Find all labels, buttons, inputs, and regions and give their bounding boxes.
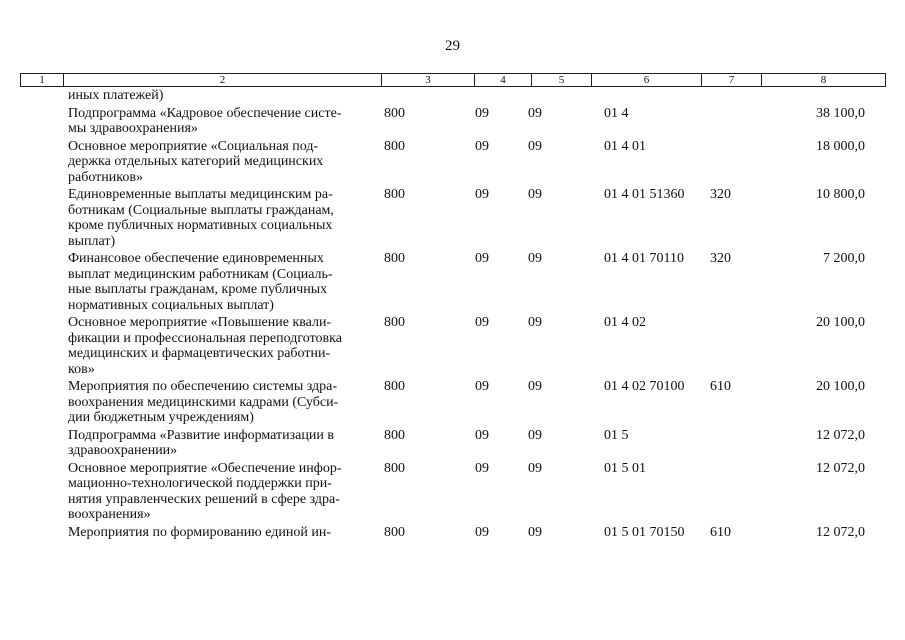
row-cell-c7: 320 [710,187,731,202]
row-cell-c6: 01 5 01 [604,460,646,476]
row-cell-c3: 800 [384,460,405,476]
row-cell-c3: 800 [384,427,405,443]
row-cell-c5: 09 [528,105,542,121]
row-cell-c6: 01 4 [604,105,629,121]
row-cell-c6: 01 4 02 [604,315,646,330]
row-cell-c3: 800 [384,251,405,266]
row-cell-c4: 09 [475,379,489,394]
table-row [0,88,905,104]
row-cell-c4: 09 [475,138,489,154]
row-cell-c5: 09 [528,427,542,443]
table-body [0,88,905,542]
table-row [0,106,905,137]
row-description: Мероприятия по формированию единой ин- [68,524,332,540]
row-cell-c3: 800 [384,138,405,154]
column-header-cell: 3 [382,74,475,87]
row-cell-c5: 09 [528,315,542,330]
row-cell-c4: 09 [475,187,489,202]
row-cell-c8: 38 100,0 [816,105,865,121]
row-description: Основное мероприятие «Обеспечение инфор- мационно-технологической поддержки при- нятия управленческих решений в сфере здра- воохранения» [68,460,342,522]
column-header-cell: 6 [592,74,702,87]
table-row [0,251,905,313]
row-cell-c8: 20 100,0 [816,379,865,394]
row-description: Единовременные выплаты медицинским ра- ботникам (Социальные выплаты гражданам, кроме публичных нормативных социальных выплат) [68,187,334,249]
row-cell-c8: 20 100,0 [816,315,865,330]
row-cell-c6: 01 5 01 70150 [604,524,685,540]
row-cell-c3: 800 [384,187,405,202]
column-header-row [21,74,886,87]
column-header-table [20,73,886,87]
row-cell-c5: 09 [528,379,542,394]
row-cell-c4: 09 [475,524,489,540]
table-row [0,525,905,541]
row-cell-c8: 12 072,0 [816,460,865,476]
row-cell-c4: 09 [475,105,489,121]
row-cell-c4: 09 [475,460,489,476]
row-cell-c3: 800 [384,524,405,540]
row-description: Основное мероприятие «Социальная под- держка отдельных категорий медицинских работников» [68,138,324,185]
table-row [0,461,905,523]
row-description: Подпрограмма «Кадровое обеспечение систе- мы здравоохранения» [68,105,342,136]
row-cell-c8: 7 200,0 [823,251,865,266]
column-header-cell: 1 [21,74,64,87]
row-description: Мероприятия по обеспечению системы здра- воохранения медицинскими кадрами (Субси- дии бюджетным учреждениям) [68,379,339,425]
table-row [0,315,905,377]
row-cell-c5: 09 [528,524,542,540]
row-cell-c6: 01 5 [604,427,629,443]
row-cell-c3: 800 [384,379,405,394]
row-cell-c8: 12 072,0 [816,427,865,443]
table-row [0,187,905,249]
row-cell-c7: 320 [710,251,731,266]
row-cell-c6: 01 4 01 [604,138,646,154]
column-header-cell: 8 [762,74,886,87]
page-number: 29 [445,38,460,54]
row-cell-c3: 800 [384,315,405,330]
row-cell-c8: 12 072,0 [816,524,865,540]
row-description: Основное мероприятие «Повышение квали- фикации и профессиональная переподготовка медицинских и фармацевтических работни- ков» [68,315,342,377]
column-header-cell: 7 [702,74,762,87]
row-cell-c4: 09 [475,251,489,266]
table-row [0,428,905,459]
row-description: иных платежей) [68,88,164,103]
row-cell-c5: 09 [528,251,542,266]
column-header-cell: 4 [475,74,532,87]
row-cell-c8: 10 800,0 [816,187,865,202]
row-cell-c8: 18 000,0 [816,138,865,154]
row-description: Подпрограмма «Развитие информатизации в здравоохранении» [68,427,334,458]
row-description: Финансовое обеспечение единовременных выплат медицинским работникам (Социаль- ные выплаты гражданам, кроме публичных нормативных социальных выплат) [68,251,333,313]
row-cell-c4: 09 [475,427,489,443]
column-header-cell: 2 [64,74,382,87]
row-cell-c4: 09 [475,315,489,330]
row-cell-c6: 01 4 01 70110 [604,251,684,266]
row-cell-c3: 800 [384,105,405,121]
row-cell-c5: 09 [528,460,542,476]
table-row [0,139,905,186]
row-cell-c5: 09 [528,187,542,202]
row-cell-c5: 09 [528,138,542,154]
row-cell-c6: 01 4 02 70100 [604,379,685,394]
row-cell-c7: 610 [710,379,731,394]
row-cell-c7: 610 [710,524,731,540]
row-cell-c6: 01 4 01 51360 [604,187,685,202]
table-row [0,379,905,426]
column-header-cell: 5 [532,74,592,87]
